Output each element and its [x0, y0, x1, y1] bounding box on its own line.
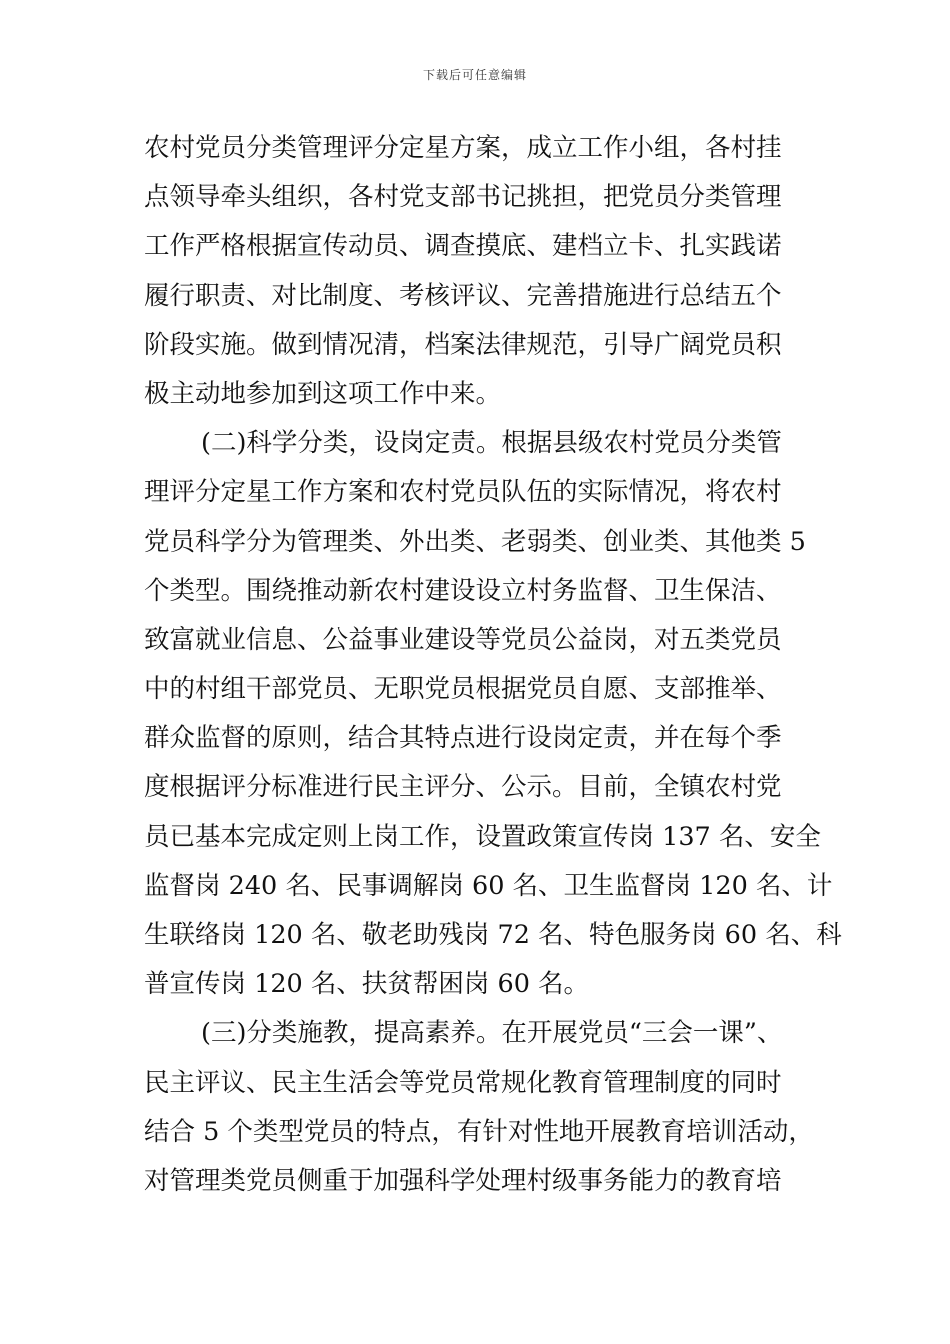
text-line: 极主动地参加到这项工作中来。 [144, 378, 502, 409]
text-line: 党员科学分为管理类、外出类、老弱类、创业类、其他类 5 [144, 526, 806, 557]
text-line: 员已基本完成定则上岗工作，设置政策宣传岗 137 名、安全 [144, 821, 821, 852]
text-line: 对管理类党员侧重于加强科学处理村级事务能力的教育培 [144, 1165, 782, 1196]
document-body [144, 124, 842, 1206]
page-header: 下载后可任意编辑 [422, 68, 527, 82]
text-line: 生联络岗 120 名、敬老助残岗 72 名、特色服务岗 60 名、科 [144, 920, 842, 950]
text-line: (三)分类施教，提高素养。在开展党员“三会一课”、 [201, 1018, 783, 1049]
text-line: 个类型。围绕推动新农村建设设立村务监督、卫生保洁、 [144, 575, 782, 606]
text-line: 度根据评分标准进行民主评分、公示。目前，全镇农村党 [144, 772, 782, 803]
text-line: 履行职责、对比制度、考核评议、完善措施进行总结五个 [144, 280, 782, 311]
text-line: 工作严格根据宣传动员、调查摸底、建档立卡、扎实践诺 [144, 231, 782, 262]
text-line: 民主评议、民主生活会等党员常规化教育管理制度的同时 [144, 1067, 782, 1098]
text-line: 中的村组干部党员、无职党员根据党员自愿、支部推举、 [144, 674, 782, 705]
text-line: 农村党员分类管理评分定星方案，成立工作小组，各村挂 [144, 133, 782, 163]
text-line: (二)科学分类，设岗定责。根据县级农村党员分类管 [201, 428, 782, 459]
text-line: 点领导牵头组织，各村党支部书记挑担，把党员分类管理 [144, 182, 782, 213]
text-line: 理评分定星工作方案和农村党员队伍的实际情况，将农村 [144, 477, 782, 508]
text-line: 结合 5 个类型党员的特点，有针对性地开展教育培训活动， [144, 1116, 814, 1147]
text-line: 普宣传岗 120 名、扶贫帮困岗 60 名。 [144, 969, 590, 1000]
text-line: 监督岗 240 名、民事调解岗 60 名、卫生监督岗 120 名、计 [144, 870, 833, 901]
text-line: 致富就业信息、公益事业建设等党员公益岗，对五类党员 [144, 624, 782, 655]
text-line: 阶段实施。做到情况清，档案法律规范，引导广阔党员积 [144, 329, 782, 360]
text-line: 群众监督的原则，结合其特点进行设岗定责，并在每个季 [144, 723, 782, 754]
